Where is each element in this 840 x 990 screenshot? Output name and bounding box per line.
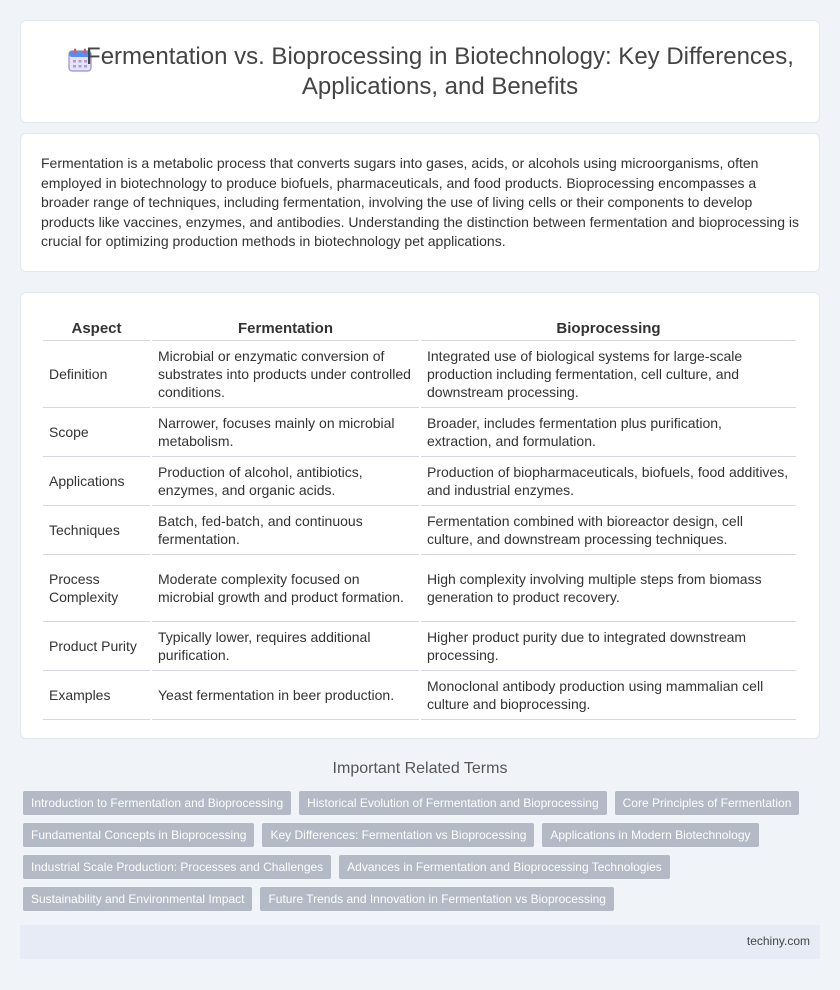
cell-fermentation: Batch, fed-batch, and continuous fermentation. [152,506,419,555]
cell-bioprocessing: Monoclonal antibody production using mammalian cell culture and bioprocessing. [421,671,796,720]
cell-fermentation: Yeast fermentation in beer production. [152,671,419,720]
cell-fermentation: Moderate complexity focused on microbial growth and product formation. [152,555,419,622]
cell-bioprocessing: Higher product purity due to integrated downstream processing. [421,622,796,671]
related-term-tag[interactable]: Introduction to Fermentation and Bioprocessing [23,791,291,815]
header-bioprocessing: Bioprocessing [421,313,796,341]
related-term-tag[interactable]: Core Principles of Fermentation [615,791,800,815]
table-row [43,457,796,506]
cell-aspect: Scope [43,408,150,457]
table-header-row [43,313,796,341]
header-fermentation: Fermentation [152,313,419,341]
cell-fermentation: Production of alcohol, antibiotics, enzymes, and organic acids. [152,457,419,506]
table-row [43,341,796,408]
comparison-table [41,313,798,720]
cell-aspect: Examples [43,671,150,720]
intro-card [20,133,820,272]
related-term-tag[interactable]: Sustainability and Environmental Impact [23,887,252,911]
cell-aspect: Process Complexity [43,555,150,622]
related-term-tag[interactable]: Fundamental Concepts in Bioprocessing [23,823,254,847]
cell-fermentation: Narrower, focuses mainly on microbial metabolism. [152,408,419,457]
table-row [43,671,796,720]
cell-aspect: Techniques [43,506,150,555]
intro-paragraph: Fermentation is a metabolic process that converts sugars into gases, acids, or alcohols using microorganisms, often employed in biotechnology to produce biofuels, pharmaceuticals, and food products. Bioprocessing encompasses a broader range of techniques, including fermentation, involving the use of living cells or their components to develop products like vaccines, enzymes, and antibodies. Understanding the distinction between fermentation and bioprocessing is crucial for optimizing production methods in biotechnology pet applications. [41,155,799,249]
cell-bioprocessing: Fermentation combined with bioreactor design, cell culture, and downstream processing techniques. [421,506,796,555]
footer-brand[interactable]: techiny.com [746,934,810,948]
related-terms-title: Important Related Terms [332,760,508,777]
related-terms-list [23,791,823,911]
footer [20,925,820,959]
related-term-tag[interactable]: Future Trends and Innovation in Fermentation vs Bioprocessing [260,887,614,911]
related-term-tag[interactable]: Advances in Fermentation and Bioprocessing Technologies [339,855,670,879]
cell-aspect: Applications [43,457,150,506]
cell-bioprocessing: High complexity involving multiple steps from biomass generation to product recovery. [421,555,796,622]
cell-bioprocessing: Production of biopharmaceuticals, biofuels, food additives, and industrial enzymes. [421,457,796,506]
related-term-tag[interactable]: Key Differences: Fermentation vs Bioprocessing [262,823,534,847]
cell-fermentation: Microbial or enzymatic conversion of substrates into products under controlled conditions. [152,341,419,408]
cell-aspect: Definition [43,341,150,408]
cell-fermentation: Typically lower, requires additional purification. [152,622,419,671]
header-aspect: Aspect [43,313,150,341]
comparison-card [20,292,820,739]
cell-aspect: Product Purity [43,622,150,671]
cell-bioprocessing: Broader, includes fermentation plus purification, extraction, and formulation. [421,408,796,457]
cell-bioprocessing: Integrated use of biological systems for large-scale production including fermentation, cell culture, and downstream processing. [421,341,796,408]
related-term-tag[interactable]: Applications in Modern Biotechnology [542,823,758,847]
table-row [43,408,796,457]
related-term-tag[interactable]: Industrial Scale Production: Processes and Challenges [23,855,331,879]
title-card [20,20,820,123]
related-term-tag[interactable]: Historical Evolution of Fermentation and Bioprocessing [299,791,606,815]
table-row [43,622,796,671]
page-title: Fermentation vs. Bioprocessing in Biotechnology: Key Differences, Applications, and Benefits [86,42,794,100]
table-row [43,506,796,555]
table-row [43,555,796,622]
